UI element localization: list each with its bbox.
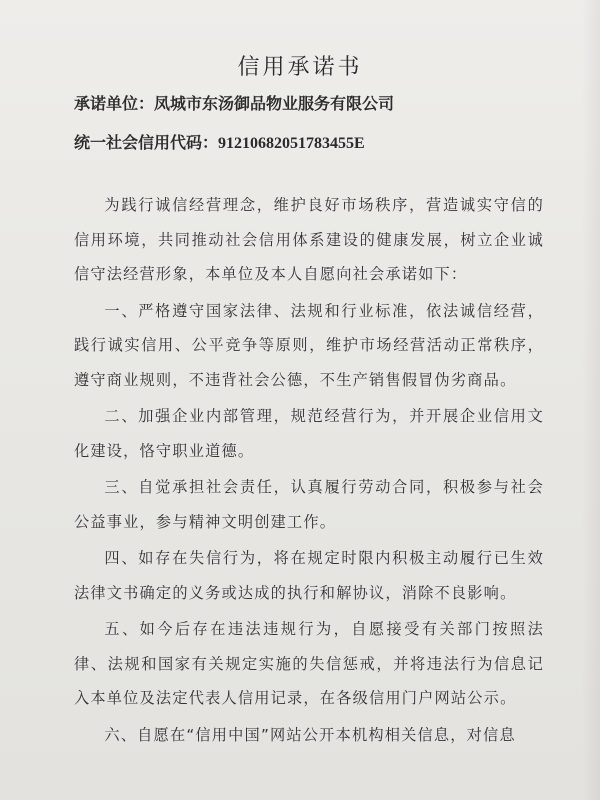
committing-unit-label: 承诺单位： — [74, 94, 155, 113]
credit-code-label: 统一社会信用代码： — [74, 133, 219, 152]
committing-unit-line — [74, 91, 394, 114]
page-edge-shadow — [582, 0, 600, 800]
commitment-paragraph-6: 六、自愿在“信用中国”网站公开本机构相关信息，对信息 — [104, 725, 516, 744]
credit-code-line — [74, 130, 365, 153]
intro-paragraph: 为践行诚信经营理念，维护良好市场秩序，营造诚实守信的信用环境，共同推动社会信用体系建设的健康发展，树立企业诚信守法经营形象，本单位及本人自愿向社会承诺如下： — [74, 196, 544, 283]
committing-unit-name: 凤城市东汤御品物业服务有限公司 — [154, 94, 395, 113]
commitment-paragraph-4: 四、如存在失信行为，将在规定时限内积极主动履行已生效法律文书确定的义务或达成的执行和解协议，消除不良影响。 — [74, 549, 544, 602]
credit-code-value: 91210682051783455E — [218, 135, 365, 152]
document-body — [74, 188, 544, 754]
commitment-paragraph-2: 二、加强企业内部管理，规范经营行为，并开展企业信用文化建设，恪守职业道德。 — [74, 407, 544, 460]
commitment-paragraph-1: 一、严格遵守国家法律、法规和行业标准，依法诚信经营，践行诚实信用、公平竞争等原则，维护市场经营活动正常秩序，遵守商业规则，不违背社会公德，不生产销售假冒伪劣商品。 — [74, 301, 544, 389]
commitment-paragraph-5: 五、如今后存在违法违规行为，自愿接受有关部门按照法律、法规和国家有关规定实施的失信惩戒，并将违法行为信息记入本单位及法定代表人信用记录，在各级信用门户网站公示。 — [74, 620, 544, 707]
document-title: 信用承诺书 — [237, 55, 363, 80]
commitment-paragraph-3: 三、自觉承担社会责任，认真履行劳动合同，积极参与社会公益事业，参与精神文明创建工作。 — [74, 478, 544, 531]
